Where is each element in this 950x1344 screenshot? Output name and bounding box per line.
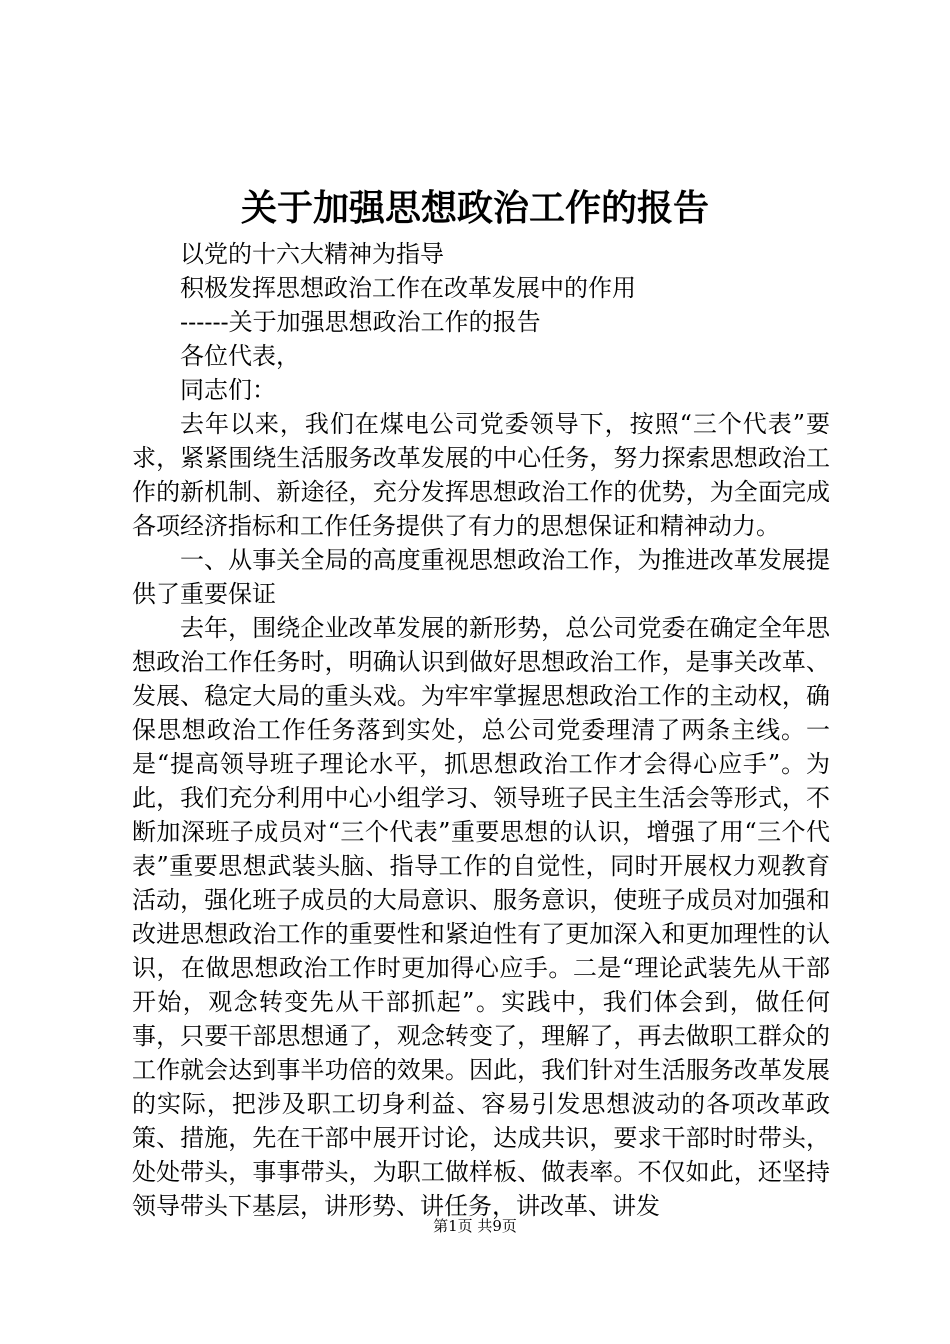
body-paragraph: 去年，围绕企业改革发展的新形势，总公司党委在确定全年思想政治工作任务时，明确认识到做好思想政治工作，是事关改革、发展、稳定大局的重头戏。为牢牢掌握思想政治工作的主动权，确保思想政治工作任务落到实处，总公司党委理清了两条主线。一是“提高领导班子理论水平，抓思想政治工作才会得心应手”。为此，我们充分利用中心小组学习、领导班子民主生活会等形式，不断加深班子成员对“三个代表”重要思想的认识，增强了用“三个代表”重要思想武装头脑、指导工作的自觉性，同时开展权力观教育活动，强化班子成员的大局意识、服务意识，使班子成员对加强和改进思想政治工作的重要性和紧迫性有了更加深入和更加理性的认识，在做思想政治工作时更加得心应手。二是“理论武装先从干部开始，观念转变先从干部抓起”。实践中，我们体会到，做任何事，只要干部思想通了，观念转变了，理解了，再去做职工群众的工作就会达到事半功倍的效果。因此，我们针对生活服务改革发展的实际，把涉及职工切身利益、容易引发思想波动的各项改革政策、措施，先在干部中展开讨论，达成共识，要求干部时时带头，处处带头，事事带头，为职工做样板、做表率。不仅如此，还坚持领导带头下基层，讲形势、讲任务，讲改革、讲发 xyxy=(132,614,830,1220)
salutation-comrades: 同志们： xyxy=(180,376,276,404)
page-number-footer: 第1页 共9页 xyxy=(433,1217,517,1235)
subtitle-line-1: 以党的十六大精神为指导 xyxy=(180,240,444,268)
intro-paragraph: 去年以来，我们在煤电公司党委领导下，按照“三个代表”要求，紧紧围绕生活服务改革发展的中心任务，努力探索思想政治工作的新机制、新途径，充分发挥思想政治工作的优势，为全面完成各项经济指标和工作任务提供了有力的思想保证和精神动力。 xyxy=(132,410,830,540)
salutation-representatives: 各位代表， xyxy=(180,342,300,370)
section-heading-1: 一、从事关全局的高度重视思想政治工作，为推进改革发展提供了重要保证 xyxy=(132,546,830,608)
subtitle-line-3: ------关于加强思想政治工作的报告 xyxy=(180,308,541,336)
document-body xyxy=(132,237,830,1223)
subtitle-line-2: 积极发挥思想政治工作在改革发展中的作用 xyxy=(180,274,636,302)
document-title: 关于加强思想政治工作的报告 xyxy=(240,187,709,229)
